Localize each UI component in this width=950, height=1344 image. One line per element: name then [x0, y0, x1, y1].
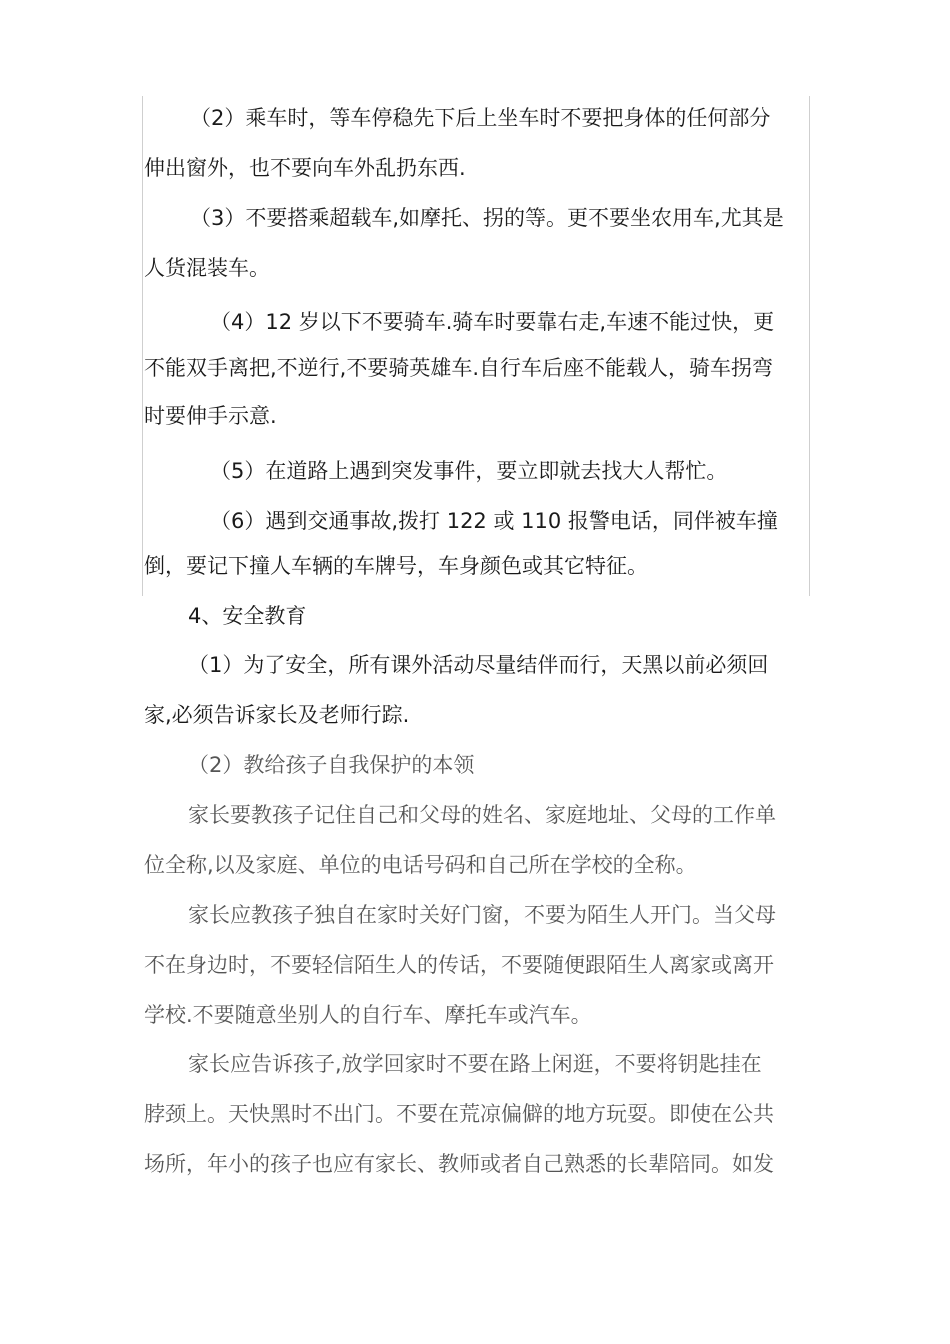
text-line: （2）教给孩子自我保护的本领	[188, 753, 475, 777]
text-line: 倒，要记下撞人车辆的车牌号，车身颜色或其它特征。	[144, 554, 648, 578]
text-line: 脖颈上。天快黑时不出门。不要在荒凉偏僻的地方玩耍。即使在公共	[144, 1102, 774, 1126]
text-line: 不在身边时，不要轻信陌生人的传话，不要随便跟陌生人离家或离开	[144, 953, 774, 977]
text-line: （6）遇到交通事故,拨打 122 或 110 报警电话，同伴被车撞	[210, 509, 778, 533]
text-line: （4）12 岁以下不要骑车.骑车时要靠右走,车速不能过快，更	[210, 310, 775, 334]
text-line: （2）乘车时，等车停稳先下后上坐车时不要把身体的任何部分	[190, 106, 771, 130]
text-line: 时要伸手示意.	[144, 404, 277, 428]
section-heading: 4、安全教育	[188, 604, 307, 628]
text-line: （1）为了安全，所有课外活动尽量结伴而行，天黑以前必须回	[188, 653, 769, 677]
text-line: 不能双手离把,不逆行,不要骑英雄车.自行车后座不能载人，骑车拐弯	[144, 356, 774, 380]
text-line: 位全称,以及家庭、单位的电话号码和自己所在学校的全称。	[144, 853, 697, 877]
text-line: （5）在道路上遇到突发事件，要立即就去找大人帮忙。	[210, 459, 728, 483]
text-line: 伸出窗外，也不要向车外乱扔东西.	[144, 156, 466, 180]
text-line: 家长应教孩子独自在家时关好门窗，不要为陌生人开门。当父母	[188, 903, 776, 927]
text-line: 家,必须告诉家长及老师行踪.	[144, 703, 410, 727]
text-line: 学校.不要随意坐别人的自行车、摩托车或汽车。	[144, 1003, 592, 1027]
text-line: 家长应告诉孩子,放学回家时不要在路上闲逛，不要将钥匙挂在	[188, 1052, 762, 1076]
text-line: 人货混装车。	[144, 256, 270, 280]
text-line: 家长要教孩子记住自己和父母的姓名、家庭地址、父母的工作单	[188, 803, 776, 827]
text-line: 场所，年小的孩子也应有家长、教师或者自己熟悉的长辈陪同。如发	[144, 1152, 774, 1176]
text-line: （3）不要搭乘超载车,如摩托、拐的等。更不要坐农用车,尤其是	[190, 206, 784, 230]
